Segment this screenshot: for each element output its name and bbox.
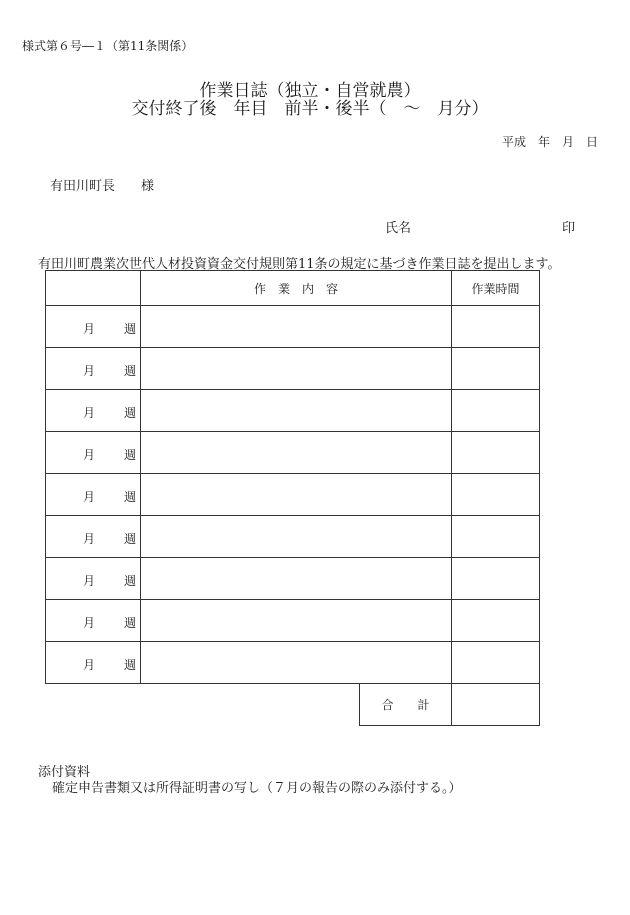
month-label: 月	[83, 322, 96, 336]
addressee: 有田川町長 様	[50, 179, 155, 194]
week-label: 週	[124, 322, 137, 336]
name-label: 氏名	[385, 221, 412, 236]
table-row	[46, 474, 540, 516]
work-hours-cell[interactable]	[452, 600, 540, 642]
month-label: 月	[83, 532, 96, 546]
document-subtitle: 交付終了後 年目 前半・後半（ 〜 月分）	[131, 99, 489, 119]
work-content-cell[interactable]	[141, 558, 452, 600]
table-row	[46, 600, 540, 642]
header-work-content: 作 業 内 容	[141, 271, 452, 306]
attachment-description: 確定申告書類又は所得証明書の写し（７月の報告の際のみ添付する。）	[52, 781, 462, 796]
header-work-hours: 作業時間	[452, 271, 540, 306]
work-hours-cell[interactable]	[452, 642, 540, 684]
total-row	[46, 684, 540, 726]
work-log-table	[45, 270, 540, 726]
table-row	[46, 432, 540, 474]
table-row	[46, 306, 540, 348]
submission-statement: 有田川町農業次世代人材投資資金交付規則第11条の規定に基づき作業日誌を提出します。	[38, 257, 561, 272]
work-content-cell[interactable]	[141, 516, 452, 558]
table-row	[46, 348, 540, 390]
form-number: 様式第６号―１（第11条関係）	[22, 39, 194, 53]
work-content-cell[interactable]	[141, 642, 452, 684]
work-hours-cell[interactable]	[452, 432, 540, 474]
table-row	[46, 642, 540, 684]
week-label: 週	[124, 658, 137, 672]
work-content-cell[interactable]	[141, 474, 452, 516]
attachment-title: 添付資料	[38, 765, 91, 780]
week-cell[interactable]	[46, 516, 141, 558]
work-content-cell[interactable]	[141, 390, 452, 432]
table-row	[46, 516, 540, 558]
table-header-row	[46, 271, 540, 306]
week-label: 週	[124, 532, 137, 546]
week-label: 週	[124, 574, 137, 588]
month-label: 月	[83, 448, 96, 462]
work-hours-cell[interactable]	[452, 390, 540, 432]
week-label: 週	[124, 490, 137, 504]
work-hours-cell[interactable]	[452, 306, 540, 348]
week-cell[interactable]	[46, 348, 141, 390]
work-content-cell[interactable]	[141, 306, 452, 348]
work-hours-cell[interactable]	[452, 474, 540, 516]
week-cell[interactable]	[46, 432, 141, 474]
week-label: 週	[124, 616, 137, 630]
document-title: 作業日誌（独立・自営就農）	[199, 81, 421, 101]
work-hours-cell[interactable]	[452, 348, 540, 390]
week-cell[interactable]	[46, 642, 141, 684]
week-cell[interactable]	[46, 474, 141, 516]
week-label: 週	[124, 364, 137, 378]
total-hours-cell[interactable]	[452, 684, 540, 726]
month-label: 月	[83, 406, 96, 420]
table-row	[46, 558, 540, 600]
month-label: 月	[83, 364, 96, 378]
month-label: 月	[83, 490, 96, 504]
work-hours-cell[interactable]	[452, 516, 540, 558]
week-cell[interactable]	[46, 558, 141, 600]
week-label: 週	[124, 448, 137, 462]
month-label: 月	[83, 658, 96, 672]
seal-label: 印	[561, 221, 575, 236]
name-line	[385, 217, 575, 236]
work-content-cell[interactable]	[141, 348, 452, 390]
total-label: 合 計	[359, 683, 452, 726]
submission-date: 平成 年 月 日	[501, 135, 598, 149]
work-content-cell[interactable]	[141, 600, 452, 642]
work-content-cell[interactable]	[141, 432, 452, 474]
work-hours-cell[interactable]	[452, 558, 540, 600]
week-cell[interactable]	[46, 390, 141, 432]
week-cell[interactable]	[46, 306, 141, 348]
header-week	[46, 271, 141, 306]
table-row	[46, 390, 540, 432]
total-row-spacer	[46, 684, 452, 726]
week-label: 週	[124, 406, 137, 420]
week-cell[interactable]	[46, 600, 141, 642]
month-label: 月	[83, 616, 96, 630]
month-label: 月	[83, 574, 96, 588]
